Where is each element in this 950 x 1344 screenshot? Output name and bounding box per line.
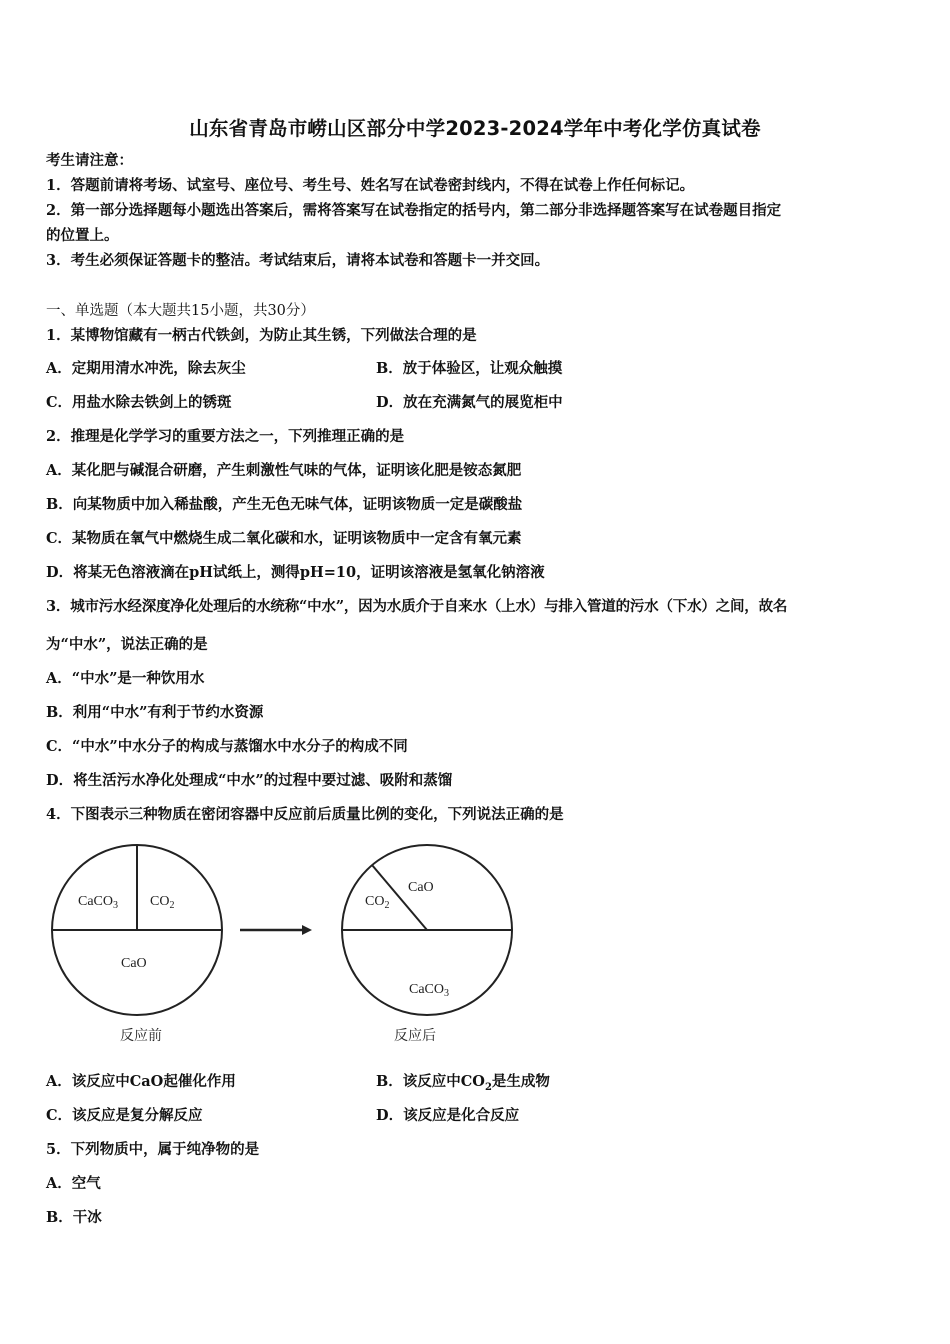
notice-item-2-cont: 的位置上。	[46, 227, 119, 244]
q5-stem: 5．下列物质中，属于纯净物的是	[46, 1141, 260, 1158]
after-label-co2: $CO_2$	[365, 894, 390, 911]
q3-stem-line1: 3．城市污水经深度净化处理后的水统称“中水”，因为水质介于自来水（上水）与排入管道的污水（下水）之间，故名	[46, 598, 788, 615]
notice-item-1: 1．答题前请将考场、试室号、座位号、考生号、姓名写在试卷密封线内，不得在试卷上作任何标记。	[46, 177, 695, 194]
pie-before	[52, 845, 222, 1015]
q2-option-b: B．向某物质中加入稀盐酸，产生无色无味气体，证明该物质一定是碳酸盐	[46, 496, 523, 513]
reaction-arrow	[240, 925, 312, 935]
q1-stem: 1．某博物馆藏有一柄古代铁剑，为防止其生锈，下列做法合理的是	[46, 327, 477, 344]
q2-stem: 2．推理是化学学习的重要方法之一，下列推理正确的是	[46, 428, 405, 445]
q3-option-c: C．“中水”中水分子的构成与蒸馏水中水分子的构成不同	[46, 738, 408, 755]
q4-option-c: C．该反应是复分解反应	[46, 1107, 203, 1124]
q1-option-d: D．放在充满氮气的展览柜中	[376, 394, 563, 411]
q1-option-b: B．放于体验区，让观众触摸	[376, 360, 563, 377]
after-label-cao: CaO	[408, 880, 434, 895]
section-heading: 一、单选题（本大题共15小题，共30分）	[46, 303, 315, 319]
q5-option-a: A．空气	[46, 1175, 101, 1192]
q1-option-c: C．用盐水除去铁剑上的锈斑	[46, 394, 232, 411]
caption-before: 反应前	[120, 1028, 162, 1044]
before-label-caco3: CaCO$_3$	[78, 894, 118, 911]
q4-option-d: D．该反应是化合反应	[376, 1107, 520, 1124]
q5-option-b: B．干冰	[46, 1209, 102, 1226]
q4-option-a: A．该反应中CaO起催化作用	[46, 1073, 236, 1090]
before-label-co2: $CO_2$	[150, 894, 175, 911]
notice-heading: 考生请注意：	[46, 152, 133, 169]
q3-option-b: B．利用“中水”有利于节约水资源	[46, 704, 264, 721]
after-label-caco3: CaCO$_3$	[409, 982, 449, 999]
q3-option-d: D．将生活污水净化处理成“中水”的过程中要过滤、吸附和蒸馏	[46, 772, 453, 789]
pie-after	[342, 845, 512, 1015]
q4-stem: 4．下图表示三种物质在密闭容器中反应前后质量比例的变化，下列说法正确的是	[46, 806, 564, 823]
caption-after: 反应后	[394, 1028, 436, 1044]
q3-stem-line2: 为“中水”，说法正确的是	[46, 636, 208, 653]
q2-option-c: C．某物质在氧气中燃烧生成二氧化碳和水，证明该物质中一定含有氧元素	[46, 530, 522, 547]
q3-option-a: A．“中水”是一种饮用水	[46, 670, 205, 687]
before-label-cao: CaO	[121, 956, 147, 971]
q4-diagram	[40, 835, 530, 1055]
q4-option-b: B．该反应中$CO_2$是生成物	[376, 1073, 550, 1093]
q2-option-d: D．将某无色溶液滴在pH试纸上，测得pH=10，证明该溶液是氢氧化钠溶液	[46, 564, 545, 581]
page-title: 山东省青岛市崂山区部分中学2023-2024学年中考化学仿真试卷	[189, 117, 761, 140]
notice-item-3: 3．考生必须保证答题卡的整洁。考试结束后，请将本试卷和答题卡一并交回。	[46, 252, 550, 269]
notice-item-2: 2．第一部分选择题每小题选出答案后，需将答案写在试卷指定的括号内，第二部分非选择题答案写在试卷题目指定	[46, 202, 782, 219]
q1-option-a: A．定期用清水冲洗，除去灰尘	[46, 360, 246, 377]
q2-option-a: A．某化肥与碱混合研磨，产生刺激性气味的气体，证明该化肥是铵态氮肥	[46, 462, 522, 479]
